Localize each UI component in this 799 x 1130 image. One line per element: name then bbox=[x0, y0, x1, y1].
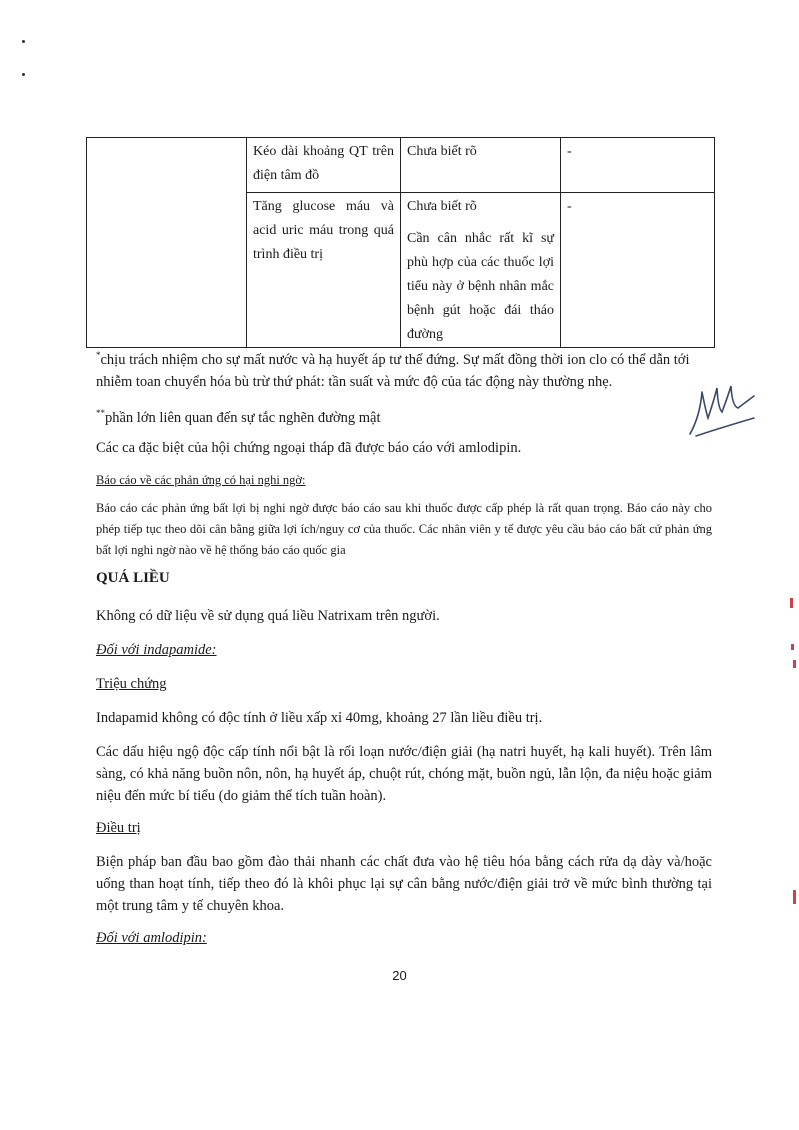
treatment-heading: Điều trị bbox=[96, 820, 141, 836]
overdose-heading: QUÁ LIỀU bbox=[96, 570, 170, 586]
table-cell-effect: Kéo dài khoảng QT trên điện tâm đồ bbox=[247, 138, 401, 193]
table-cell-empty bbox=[87, 138, 247, 348]
scan-speck bbox=[22, 40, 25, 43]
amlodipine-heading: Đối với amlodipin: bbox=[96, 930, 207, 946]
table-cell-frequency bbox=[401, 193, 561, 348]
symptoms-paragraph-2: Các dấu hiệu ngộ độc cấp tính nổi bật là rối loạn nước/điện giải (hạ natri huyết, hạ kali huyết). Trên lâm sàng, có khả năng buồn nôn, nôn, hạ huyết áp, chuột rút, chóng mặt, buồn ngủ, lẫn lộn, đa niệu hoặc giảm niệu đến mức bí tiểu (do giảm thể tích tuần hoàn). bbox=[96, 744, 712, 804]
page-number: 20 bbox=[392, 968, 407, 983]
footnote-marker: ** bbox=[96, 408, 105, 418]
table-cell-dash: - bbox=[561, 138, 715, 193]
stamp-fragment bbox=[793, 890, 796, 904]
report-heading: Báo cáo về các phản ứng có hại nghi ngờ: bbox=[96, 473, 306, 487]
footnote-1 bbox=[96, 344, 712, 393]
treatment-paragraph: Biện pháp ban đầu bao gồm đào thải nhanh các chất đưa vào hệ tiêu hóa bằng cách rửa dạ dày và/hoặc uống than hoạt tính, tiếp theo đó là khôi phục lại sự cân bằng nước/điện giải trở về mức bình thường tại một trung tâm y tế chuyên khoa. bbox=[96, 854, 712, 914]
handwritten-signature bbox=[684, 378, 764, 444]
footnote-marker: * bbox=[96, 350, 101, 360]
table-cell-dash: - bbox=[561, 193, 715, 348]
frequency-note: Cần cân nhắc rất kĩ sự phù hợp của các thuốc lợi tiểu này ở bệnh nhân mắc bệnh gút hoặc đái tháo đường bbox=[407, 231, 554, 342]
scan-speck bbox=[22, 73, 25, 76]
footnote-2 bbox=[96, 402, 712, 429]
footnote-2-text: phần lớn liên quan đến sự tắc nghẽn đường mật bbox=[105, 409, 381, 426]
report-body: Báo cáo các phản ứng bất lợi bị nghi ngờ được báo cáo sau khi thuốc được cấp phép là rất quan trọng. Báo cáo này cho phép tiếp tục theo dõi cân bằng giữa lợi ích/nguy cơ của thuốc. Các nhân viên y tế được yêu cầu báo cáo bất cứ phản ứng bất lợi nghi ngờ nào về hệ thống báo cáo quốc gia bbox=[96, 501, 712, 557]
stamp-fragment bbox=[791, 644, 794, 650]
footnote-1-text: chịu trách nhiệm cho sự mất nước và hạ huyết áp tư thế đứng. Sự mất đồng thời ion clo có thể dẫn tới nhiễm toan chuyển hóa bù trừ thứ phát: tần suất và mức độ của tác động này thường nhẹ. bbox=[96, 351, 690, 390]
table-cell-effect: Tăng glucose máu và acid uric máu trong quá trình điều trị bbox=[247, 193, 401, 348]
symptoms-heading: Triệu chứng bbox=[96, 676, 167, 692]
stamp-fragment bbox=[793, 660, 796, 668]
table-row bbox=[87, 138, 715, 193]
symptoms-paragraph-1: Indapamid không có độc tính ở liều xấp xỉ 40mg, khoảng 27 lần liều điều trị. bbox=[96, 710, 543, 726]
amlodipine-note: Các ca đặc biệt của hội chứng ngoại tháp đã được báo cáo với amlodipin. bbox=[96, 440, 522, 456]
adverse-effects-table bbox=[86, 137, 715, 348]
frequency-value: Chưa biết rõ bbox=[407, 199, 477, 214]
overdose-intro: Không có dữ liệu về sử dụng quá liều Natrixam trên người. bbox=[96, 608, 440, 624]
table-cell-frequency: Chưa biết rõ bbox=[401, 138, 561, 193]
stamp-fragment bbox=[790, 598, 793, 608]
indapamide-heading: Đối với indapamide: bbox=[96, 642, 217, 658]
